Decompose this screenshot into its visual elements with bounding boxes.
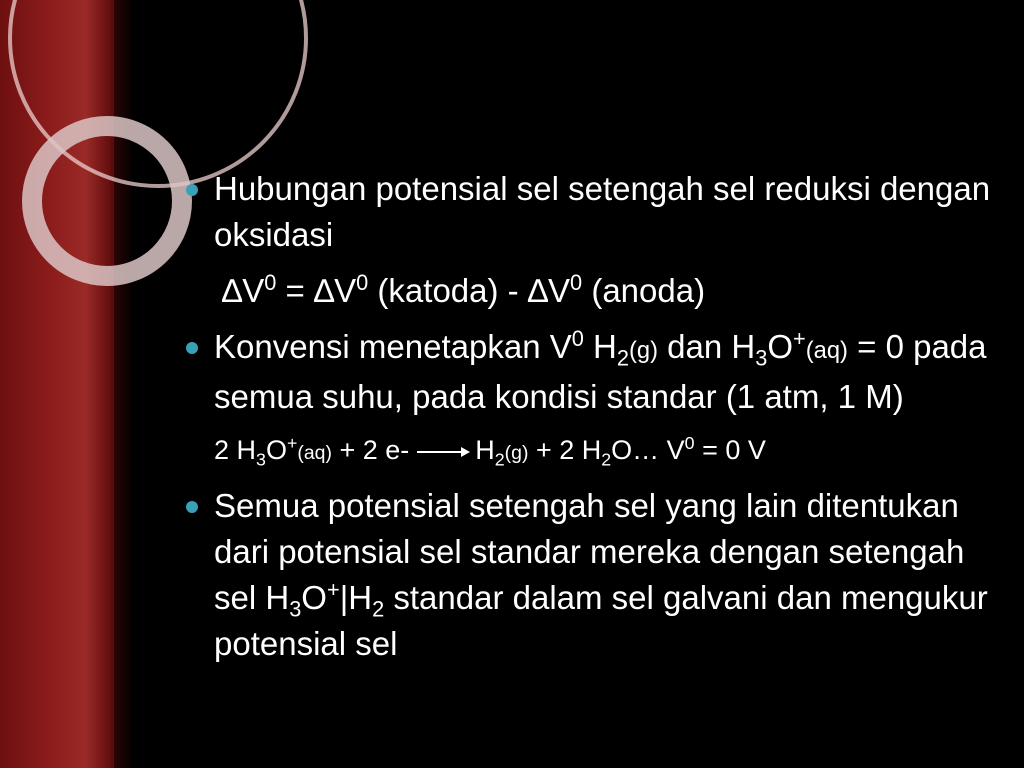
bullet-dot-icon xyxy=(186,501,198,513)
oxygen-text: O xyxy=(301,579,327,616)
superscript-plus: + xyxy=(326,577,340,602)
subscript-two: 2 xyxy=(616,345,629,371)
superscript-zero: 0 xyxy=(356,270,369,295)
superscript-plus: + xyxy=(793,326,806,351)
v-symbol: V xyxy=(242,272,265,309)
potential-value: = 0 V xyxy=(694,435,766,465)
potential-text: O… V xyxy=(611,435,685,465)
superscript-zero: 0 xyxy=(264,270,277,295)
subscript-three: 3 xyxy=(755,345,768,371)
superscript-plus: + xyxy=(286,433,298,453)
subscript-two: 2 xyxy=(601,449,612,470)
bullet-dot-icon xyxy=(186,184,198,196)
state-gas: (g) xyxy=(504,442,529,464)
bullet-dot-icon xyxy=(186,342,198,354)
bullet-item-2 xyxy=(186,324,1006,420)
decorative-ring-small xyxy=(22,116,192,286)
v-symbol: V xyxy=(548,272,571,309)
subscript-three: 3 xyxy=(289,596,302,622)
reaction-arrow-icon xyxy=(415,442,471,462)
bullet-text: Semua potensial setengah sel yang lain ditentukan dari potensial sel standar mereka dengan setengah sel H xyxy=(214,487,965,616)
state-gas: (g) xyxy=(628,337,658,364)
anoda-text: (anoda) xyxy=(582,272,706,309)
subscript-two: 2 xyxy=(372,596,385,622)
bullet-text: Hubungan potensial sel setengah sel reduksi dengan oksidasi xyxy=(214,170,991,253)
equals-sign: = xyxy=(276,272,314,309)
bar-hydrogen-text: |H xyxy=(339,579,373,616)
v-symbol: V xyxy=(334,272,357,309)
reaction-equation xyxy=(186,430,1006,473)
state-aqueous: (aq) xyxy=(805,337,848,364)
equation-lhs: 2 H xyxy=(214,435,257,465)
delta-symbol: ∆ xyxy=(527,272,549,309)
delta-symbol: ∆ xyxy=(222,272,243,309)
superscript-zero: 0 xyxy=(571,326,584,351)
state-aqueous: (aq) xyxy=(297,442,332,464)
bullet-item-3 xyxy=(186,483,1006,667)
subscript-three: 3 xyxy=(256,449,266,470)
katoda-text: (katoda) - xyxy=(368,272,528,309)
oxygen-text: O xyxy=(265,435,287,465)
oxygen-text: O xyxy=(767,328,793,365)
bullet-text-rest: = 0 pada semua suhu, pada kondisi standar (1 atm, 1 M) xyxy=(214,328,987,415)
superscript-zero: 0 xyxy=(570,270,583,295)
delta-v-formula xyxy=(186,268,1006,314)
hydrogen-text: H xyxy=(583,328,617,365)
hydrogen-text: H xyxy=(475,435,495,465)
delta-symbol: ∆ xyxy=(313,272,335,309)
bullet-item-1 xyxy=(186,166,1006,258)
bullet-text-rest: standar dalam sel galvani dan mengukur potensial sel xyxy=(214,579,988,662)
superscript-zero: 0 xyxy=(684,433,695,453)
slide-content xyxy=(186,166,1006,677)
electron-text: + 2 e- xyxy=(331,435,410,465)
bullet-text: Konvensi menetapkan V xyxy=(214,328,572,365)
subscript-two: 2 xyxy=(494,449,505,470)
water-text: + 2 H xyxy=(528,435,602,465)
dan-text: dan H xyxy=(657,328,756,365)
